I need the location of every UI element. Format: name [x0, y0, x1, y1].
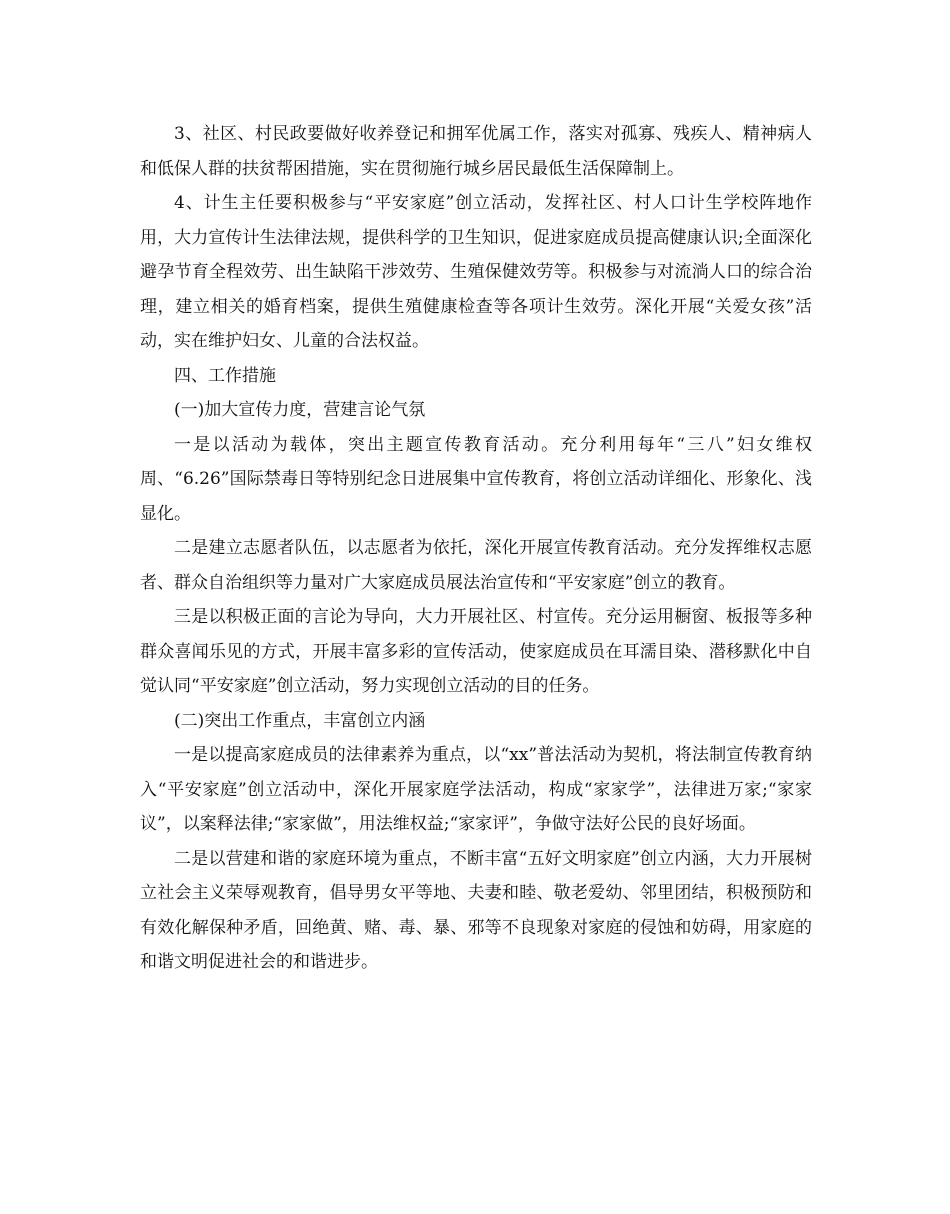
paragraph-publicity-2: 二是建立志愿者队伍，以志愿者为依托，深化开展宣传教育活动。充分发挥维权志愿者、群众自治组织等力量对广大家庭成员展法治宣传和“平安家庭”创立的教育。: [140, 538, 812, 593]
paragraph-publicity-1: 一是以活动为载体，突出主题宣传教育活动。充分利用每年“三八”妇女维权周、“6.26”国际禁毒日等特别纪念日进展集中宣传教育，将创立活动详细化、形象化、浅显化。: [140, 434, 812, 524]
section-heading-work-measures: 四、工作措施: [174, 365, 276, 386]
paragraph-focus-2: 二是以营建和谐的家庭环境为重点，不断丰富“五好文明家庭”创立内涵，大力开展树立社会主义荣辱观教育，倡导男女平等地、夫妻和睦、敬老爱幼、邻里团结，积极预防和有效化解保种矛盾，回绝黄、赌、毒、暴、邪等不良现象对家庭的侵蚀和妨碍，用家庭的和谐文明促进社会的和谐进步。: [140, 848, 812, 972]
subsection-heading-2: (二)突出工作重点，丰富创立内涵: [174, 710, 426, 731]
subsection-heading-1: (一)加大宣传力度，营建言论气氛: [174, 400, 426, 420]
paragraph-item-3: 3、社区、村民政要做好收养登记和拥军优属工作，落实对孤寡、残疾人、精神病人和低保人群的扶贫帮困措施，实在贯彻施行城乡居民最低生活保障制上。: [140, 124, 812, 179]
paragraph-item-4: 4、计生主任要积极参与“平安家庭”创立活动，发挥社区、村人口计生学校阵地作用，大力宣传计生法律法规，提供科学的卫生知识，促进家庭成员提高健康认识;全面深化避孕节育全程效劳、出生缺陷干涉效劳、生殖保健效劳等。积极参与对流淌人口的综合治理，建立相关的婚育档案，提供生殖健康检查等各项计生效劳。深化开展“关爱女孩”活动，实在维护妇女、儿童的合法权益。: [140, 193, 812, 351]
document-body: [140, 117, 812, 980]
paragraph-publicity-3: 三是以积极正面的言论为导向，大力开展社区、村宣传。充分运用橱窗、板报等多种群众喜闻乐见的方式，开展丰富多彩的宣传活动，使家庭成员在耳濡目染、潜移默化中自觉认同“平安家庭”创立活动，努力实现创立活动的目的任务。: [140, 607, 812, 696]
paragraph-focus-1: 一是以提高家庭成员的法律素养为重点，以“xx”普法活动为契机，将法制宣传教育纳入“平安家庭”创立活动中，深化开展家庭学法活动，构成“家家学”，法律进万家;“家家议”，以案释法律;“家家做”，用法维权益;“家家评”，争做守法好公民的良好场面。: [140, 745, 812, 834]
